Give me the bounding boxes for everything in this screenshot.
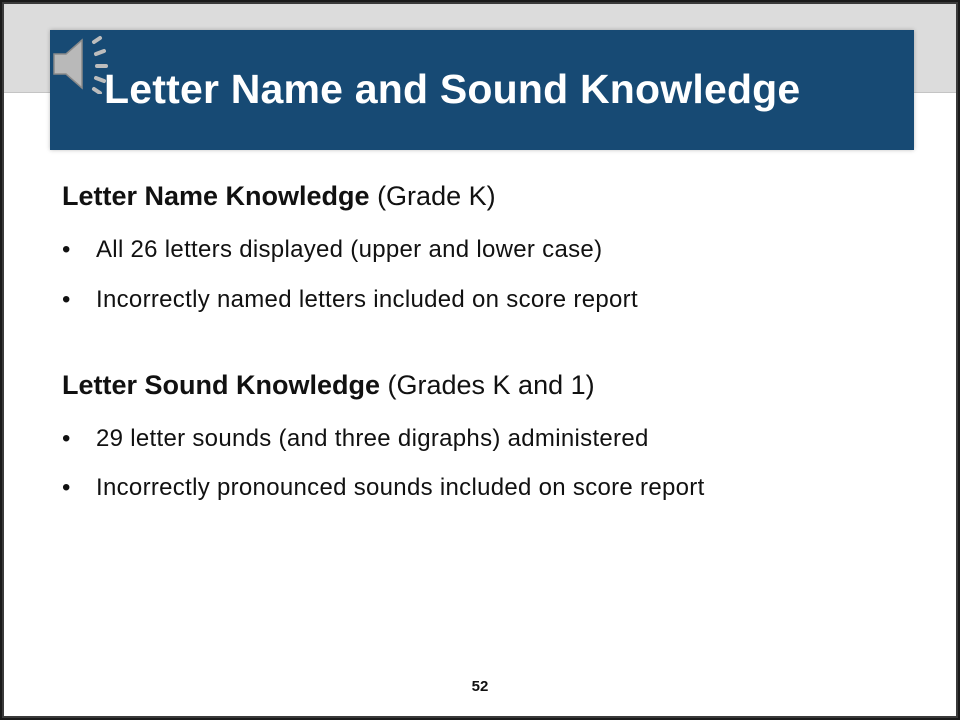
bullet-list-letter-name bbox=[62, 234, 922, 314]
list-item: • Incorrectly named letters included on score report bbox=[62, 284, 922, 315]
section-heading-letter-sound: Letter Sound Knowledge (Grades K and 1) bbox=[62, 369, 595, 400]
slide-content bbox=[62, 180, 922, 522]
list-item: • Incorrectly pronounced sounds included on score report bbox=[62, 472, 922, 503]
slide-title: Letter Name and Sound Knowledge bbox=[104, 66, 801, 112]
speaker-icon[interactable] bbox=[48, 34, 114, 94]
bullet-list-letter-sound bbox=[62, 423, 922, 503]
list-item: • All 26 letters displayed (upper and lower case) bbox=[62, 234, 922, 265]
section-heading-letter-name: Letter Name Knowledge (Grade K) bbox=[62, 181, 496, 211]
title-bar bbox=[50, 30, 914, 150]
slide bbox=[2, 2, 958, 718]
list-item: • 29 letter sounds (and three digraphs) administered bbox=[62, 423, 922, 454]
page-number: 52 bbox=[471, 678, 489, 695]
